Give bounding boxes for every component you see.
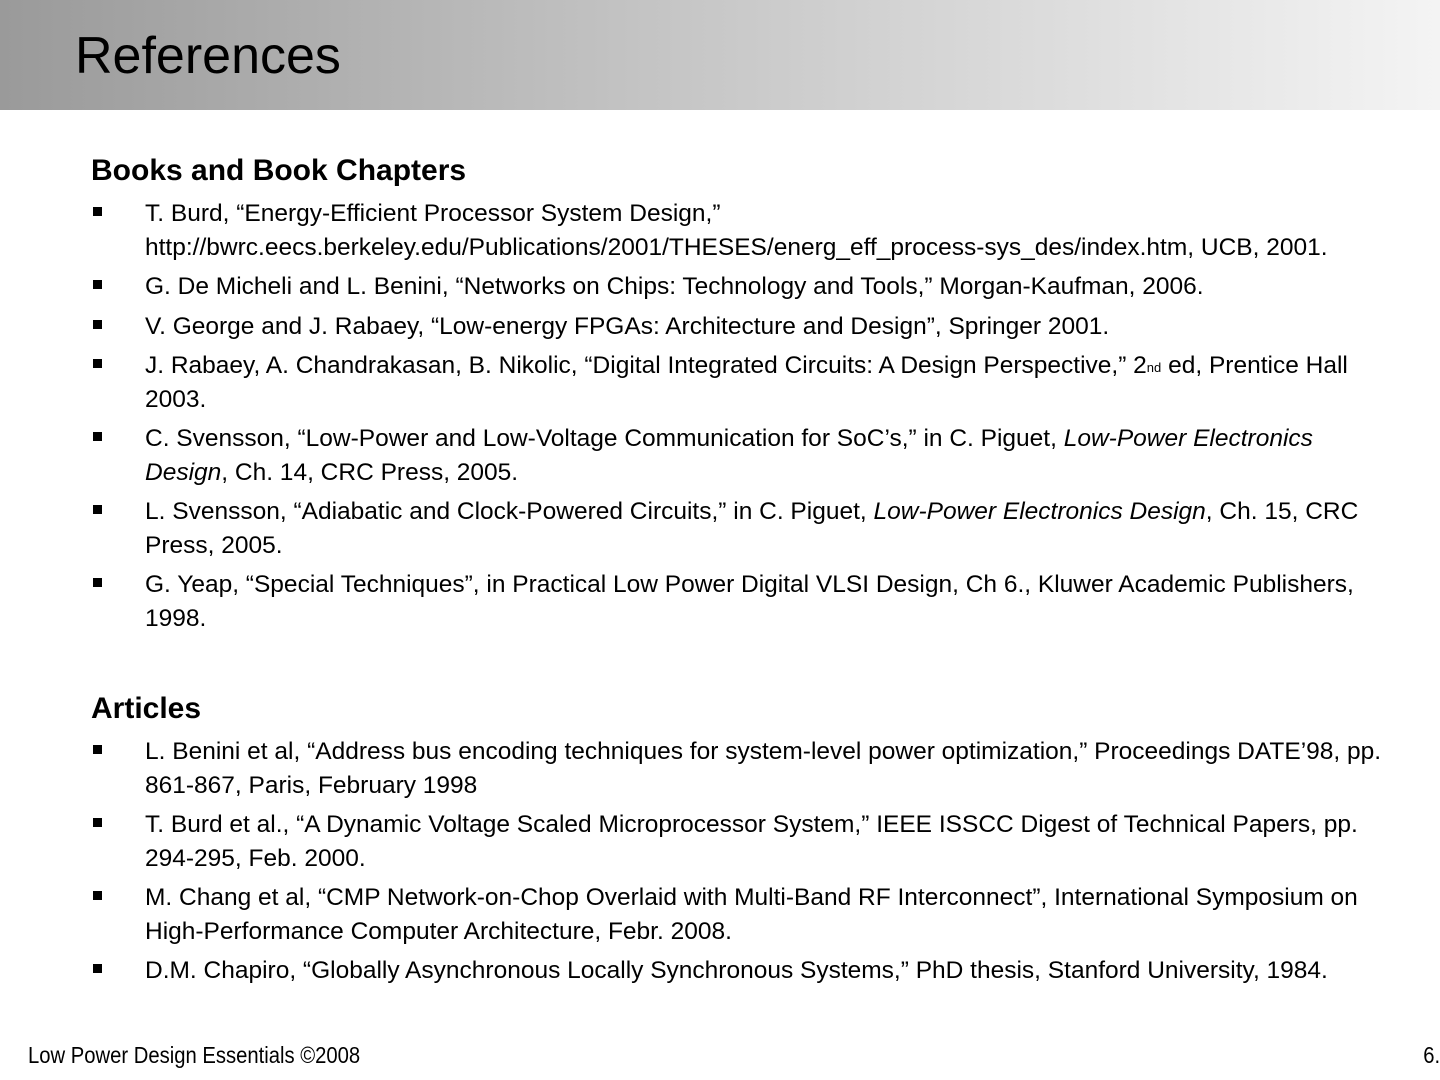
reference-text-pre: L. Svensson, “Adiabatic and Clock-Powered Circuits,” in C. Piguet, (145, 498, 874, 525)
references-content (91, 153, 1391, 994)
reference-text-post: , Ch. 14, CRC Press, 2005. (221, 458, 519, 486)
reference-text: G. Yeap, “Special Techniques”, in Practical Low Power Digital VLSI Design, Ch 6., Kluwer Academic Publishers, 1998. (145, 571, 1354, 632)
reference-text-pre: C. Svensson, “Low-Power and Low-Voltage Communication for SoC’s,” in C. Piguet, (145, 425, 1064, 452)
list-item (91, 270, 1391, 304)
bullet-icon (93, 432, 102, 441)
list-item (91, 735, 1391, 802)
list-item (91, 310, 1391, 344)
list-item (91, 808, 1391, 875)
articles-heading: Articles (91, 692, 202, 725)
bullet-icon (93, 578, 102, 587)
book-title-italic: Low-Power Electronics Design (145, 425, 1313, 486)
reference-text-pre: J. Rabaey, A. Chandrakasan, B. Nikolic, “Digital Integrated Circuits: A Design Perspective,” 2 (145, 352, 1147, 379)
list-item (91, 349, 1391, 416)
articles-list (91, 735, 1391, 988)
bullet-icon (93, 891, 102, 900)
books-heading: Books and Book Chapters (91, 154, 467, 187)
list-item (91, 197, 1391, 264)
bullet-icon (93, 745, 102, 754)
ordinal-suffix: nd (1146, 360, 1162, 375)
list-item (91, 881, 1391, 948)
reference-text: M. Chang et al, “CMP Network-on-Chop Overlaid with Multi-Band RF Interconnect”, International Symposium on High-Performance Computer Architecture, Febr. 2008. (145, 884, 1358, 945)
bullet-icon (93, 359, 102, 368)
books-list (91, 197, 1391, 635)
bullet-icon (93, 818, 102, 827)
reference-text: D.M. Chapiro, “Globally Asynchronous Locally Synchronous Systems,” PhD thesis, Stanford University, 1984. (145, 957, 1328, 984)
bullet-icon (93, 964, 102, 973)
reference-text: T. Burd, “Energy-Efficient Processor System Design,” http://bwrc.eecs.berkeley.edu/Publications/2001/THESES/energ_eff_process-sys_des/index.htm, UCB, 2001. (145, 200, 1328, 261)
list-item (91, 422, 1391, 489)
bullet-icon (93, 207, 102, 216)
bullet-icon (93, 320, 102, 329)
reference-text: L. Benini et al, “Address bus encoding techniques for system-level power optimization,” Proceedings DATE’98, pp. 861-867, Paris, February 1998 (145, 738, 1382, 799)
title-bar (0, 0, 1440, 110)
reference-text: G. De Micheli and L. Benini, “Networks on Chips: Technology and Tools,” Morgan-Kaufman, 2006. (145, 273, 1204, 300)
reference-text-post: ed, Prentice Hall 2003. (145, 352, 1348, 413)
bullet-icon (93, 280, 102, 289)
bullet-icon (93, 505, 102, 514)
reference-text-post: , Ch. 15, CRC Press, 2005. (145, 498, 1359, 559)
reference-text: T. Burd et al., “A Dynamic Voltage Scaled Microprocessor System,” IEEE ISSCC Digest of Technical Papers, pp. 294-295, Feb. 2000. (145, 811, 1358, 872)
list-item (91, 495, 1391, 562)
list-item (91, 568, 1391, 635)
page-number: 6. (1423, 1042, 1440, 1068)
list-item (91, 954, 1391, 988)
reference-text: V. George and J. Rabaey, “Low-energy FPGAs: Architecture and Design”, Springer 2001. (145, 312, 1110, 340)
slide-title: References (75, 27, 341, 85)
book-title-italic: Low-Power Electronics Design (873, 498, 1206, 525)
footer-copyright: Low Power Design Essentials ©2008 (28, 1042, 361, 1068)
